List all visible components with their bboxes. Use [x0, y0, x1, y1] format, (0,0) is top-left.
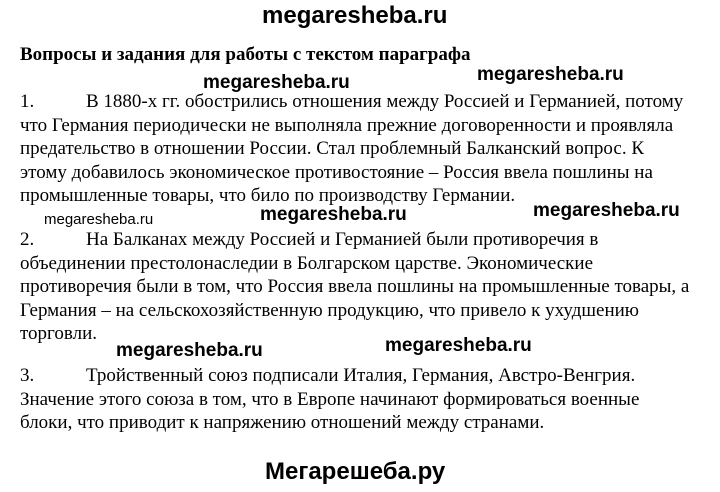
- watermark: megaresheba.ru: [385, 335, 532, 356]
- watermark-top: megaresheba.ru: [262, 2, 448, 29]
- answer-number: 3.: [20, 365, 35, 386]
- answer-line: предательство в отношении России. Стал проблемный Балканский вопрос. К: [20, 138, 645, 159]
- answer-2: [20, 228, 710, 346]
- watermark: megaresheba.ru: [477, 64, 624, 85]
- answer-line: Значение этого союза в том, что в Европе начинают формироваться военные: [20, 388, 640, 410]
- answer-line: Германия – на сельскохозяйственную продукцию, что привело к ухудшению: [20, 299, 639, 321]
- answer-line: [20, 90, 710, 114]
- watermark: megaresheba.ru: [44, 211, 154, 228]
- answer-line: противоречия были в том, что Россия ввела пошлины на промышленные товары, а: [20, 276, 690, 297]
- answer-line: блоки, что приводит к напряжению отношений между странами.: [20, 412, 545, 433]
- watermark: megaresheba.ru: [260, 204, 407, 225]
- answer-text: В 1880-х гг. обострились отношения между Россией и Германией, потому: [86, 91, 684, 112]
- answer-line: торговли.: [20, 323, 97, 344]
- answer-text: На Балканах между Россией и Германией были противоречия в: [86, 229, 599, 250]
- answer-line: [20, 364, 710, 388]
- answer-line: этому добавилось экономическое противостояние – Россия ввела пошлины на: [20, 161, 653, 183]
- answer-number: 1.: [20, 91, 35, 112]
- answer-number: 2.: [20, 229, 35, 250]
- answer-3: [20, 364, 710, 435]
- answer-line: что Германия периодически не выполняла прежние договоренности и проявляла: [20, 114, 674, 136]
- watermark: megaresheba.ru: [533, 200, 680, 221]
- answer-text: Тройственный союз подписали Италия, Германия, Австро-Венгрия.: [86, 365, 636, 386]
- section-heading: Вопросы и задания для работы с текстом параграфа: [20, 44, 471, 65]
- answer-1: [20, 90, 710, 208]
- watermark-bottom: Мегарешеба.ру: [265, 458, 446, 485]
- answer-line: промышленные товары, что било по производству Германии.: [20, 185, 516, 206]
- watermark: megaresheba.ru: [203, 72, 350, 93]
- answer-line: [20, 228, 710, 252]
- answer-line: объединении престолонаследии в Болгарском царстве. Экономические: [20, 252, 593, 274]
- watermark: megaresheba.ru: [116, 340, 263, 361]
